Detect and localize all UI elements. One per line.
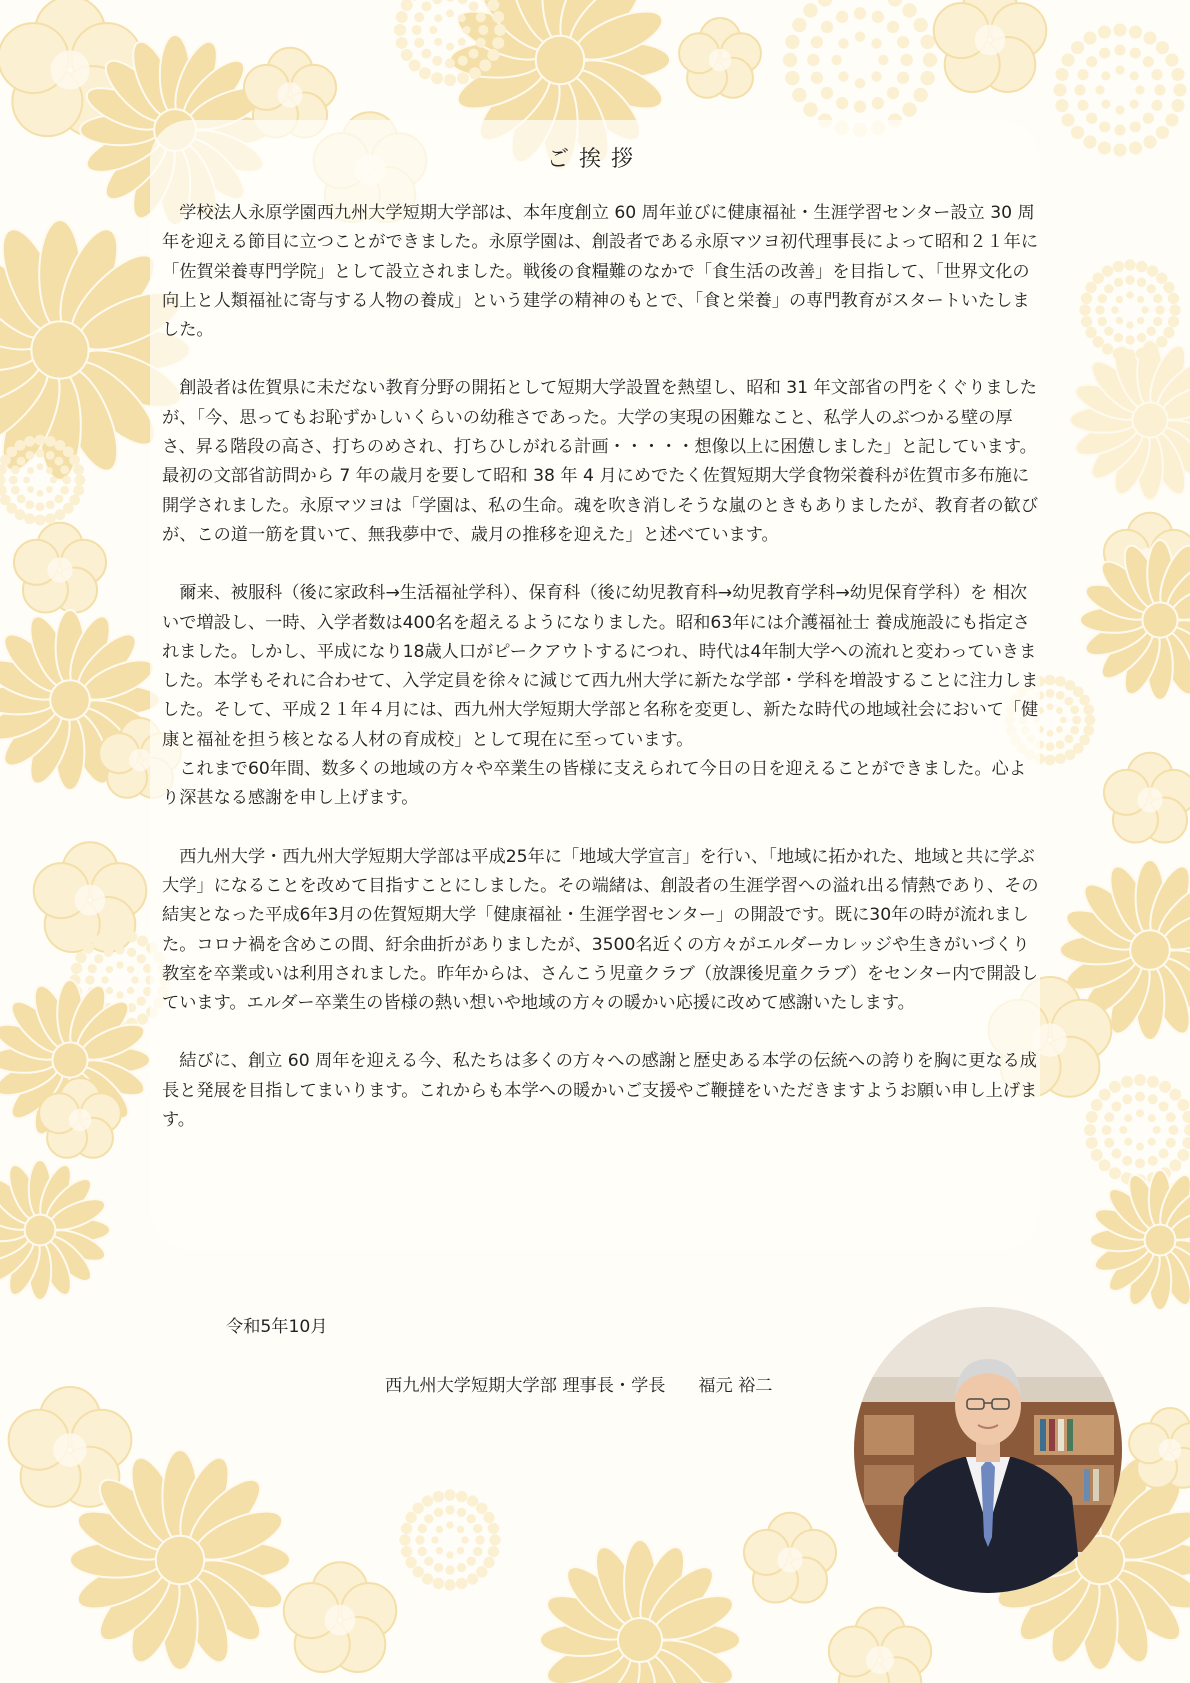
greeting-body (162, 199, 1042, 1135)
page-title: ご挨拶 (546, 147, 643, 172)
paragraph-closing: 結びに、創立 60 周年を迎える今、私たちは多くの方々への感謝と歴史ある本学の伝統への誇りを胸に更なる成長と発展を目指してまいります。これからも本学への暖かいご支援やご鞭撻をいただきますようお願い申し上げます。 (162, 1051, 1038, 1131)
signature-institution: 西九州大学短期大学部 (385, 1376, 557, 1396)
paragraph-community: 西九州大学・西九州大学短期大学部は平成25年に「地域大学宣言」を行い、「地域に拓かれた、地域と共に学ぶ大学」になることを改めて目指すことにしました。その端緒は、創設者の生涯学習への溢れ出る情熱であり、その結実となった平成6年3月の佐賀短期大学「健康福祉・生涯学習センター」の開設です。既に30年の時が流れました。コロナ禍を含めこの間、紆余曲折がありましたが、3500名近くの方々がエルダーカレッジや生きがいづくり教室を卒業或いは利用されました。昨年からは、さんこう児童クラブ（放課後児童クラブ）をセンター内で開設しています。エルダー卒業生の皆様の熱い想いや地域の方々の暖かい応援に改めて感謝いたします。 (162, 846, 1039, 1014)
signature-position: 理事長・学長 (562, 1376, 666, 1396)
paragraph-history: 創設者は佐賀県に未だない教育分野の開拓として短期大学設置を熱望し、昭和 31 年文部省の門をくぐりましたが、「今、思ってもお恥ずかしいくらいの幼稚さであった。大学の実現の困難なこと、私学人のぶつかる壁の厚さ、昇る階段の高さ、打ちのめされ、打ちひしがれる計画・・・・・想像以上に困憊しました」と記しています。最初の文部省訪問から 7 年の歳月を要して昭和 38 年 4 月にめでたく佐賀短期大学食物栄養科が佐賀市多布施に開学されました。永原マツヨは「学園は、私の生命。魂を吹き消しそうな嵐のときもありましたが、教育者の歓びが、この道一筋を貫いて、無我夢中で、歳月の推移を迎えた」と述べています。 (162, 378, 1039, 545)
paragraph-growth: 爾来、被服科（後に家政科→生活福祉学科）、保育科（後に幼児教育科→幼児教育学科→幼児保育学科）を 相次いで増設し、一時、入学者数は400名を超えるようになりました。昭和63年には介護福祉士 養成施設にも指定されました。しかし、平成になり18歳人口がピークアウトするにつれ、時代は4年制大学への流れと変わっていきました。本学もそれに合わせて、入学定員を徐々に減じて西九州大学に新たな学部・学科を増設することに注力しました。そして、平成２１年４月には、西九州大学短期大学部と名称を変更し、新たな時代の地域社会において「健康と福祉を担う核となる人材の育成校」として現在に至っています。 (162, 583, 1039, 750)
president-portrait (854, 1307, 1122, 1593)
paragraph-founding: 学校法人永原学園西九州大学短期大学部は、本年度創立 60 周年並びに健康福祉・生涯学習センター設立 30 周年を迎える節目に立つことができました。永原学園は、創設者である永原マツヨ初代理事長によって昭和２１年に「佐賀栄養専門学院」として設立されました。戦後の食糧難のなかで「食生活の改善」を目指して、「世界文化の向上と人類福祉に寄与する人物の養成」という建学の精神のもとで、「食と栄養」の専門教育がスタートいたしました。 (162, 203, 1039, 341)
letter-date: 令和5年10月 (226, 1317, 328, 1337)
paragraph-thanks: これまで60年間、数多くの地域の方々や卒業生の皆様に支えられて今日の日を迎えることができました。心より深甚なる感謝を申し上げます。 (162, 759, 1027, 809)
signature-name: 福元 裕二 (698, 1376, 773, 1396)
signature-line (385, 1371, 773, 1396)
